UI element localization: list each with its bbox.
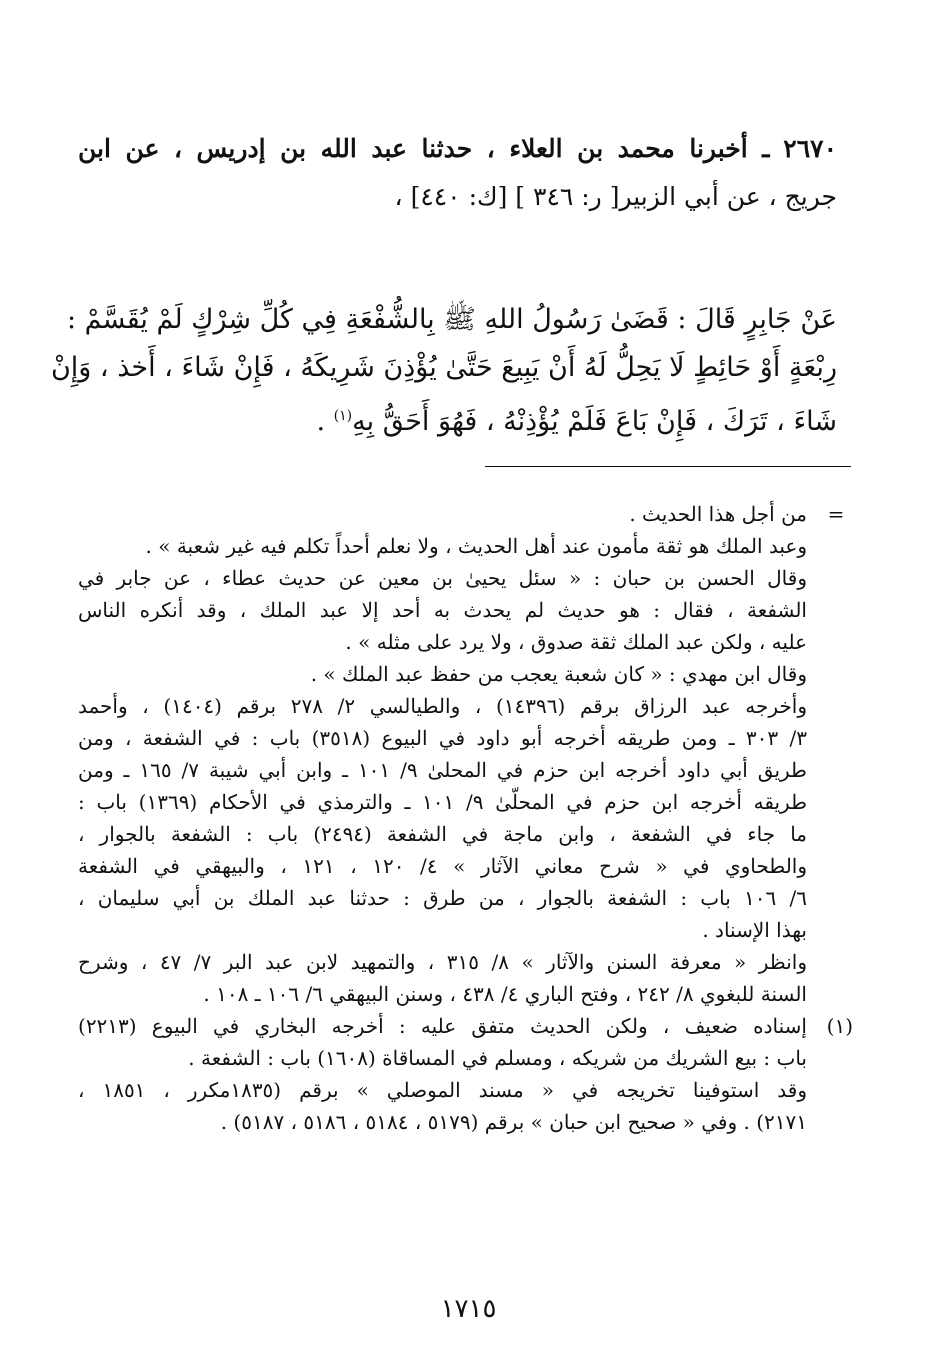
footnote-divider: [485, 466, 851, 467]
footnote-marker: (١): [826, 1014, 853, 1038]
footnote-line: وانظر « معرفة السنن والآثار » ٨/ ٣١٥ ، والتمهيد لابن عبد البر ٧/ ٤٧ ، وشرح: [78, 950, 807, 974]
footnote-line: طريقه أخرجه ابن حزم في المحلّىٰ ٩/ ١٠١ ـ والترمذي في الأحكام (١٣٦٩) باب :: [78, 790, 807, 814]
isnad-text-1: ـ أخبرنا محمد بن العلاء ، حدثنا عبد الله بن إدريس ، عن ابن: [78, 134, 770, 163]
footnote-line: الشفعة ، فقال : هو حديث لم يحدث به أحد إلا عبد الملك ، وقد أنكره الناس: [78, 598, 807, 622]
footnote-line: ٣/ ٣٠٣ ـ ومن طريقه أخرجه أبو داود في البيوع (٣٥١٨) باب : في الشفعة ، ومن: [78, 726, 807, 750]
footnote-line: وعبد الملك هو ثقة مأمون عند أهل الحديث ، ولا نعلم أحداً تكلم فيه غير شعبة » .: [145, 534, 807, 558]
footnote-line: بهذا الإسناد .: [702, 918, 807, 942]
footnote-line: وأخرجه عبد الرزاق برقم (١٤٣٩٦) ، والطيالسي ٢/ ٢٧٨ برقم (١٤٠٤) ، وأحمد: [78, 694, 807, 718]
matn-line-1: عَنْ جَابِرٍ قَالَ : قَضَىٰ رَسُولُ اللهِ ﷺ بِالشُّفْعَةِ فِي كُلِّ شِرْكٍ لَمْ يُقَسَّمْ :: [66, 304, 837, 335]
footnote-line: ما جاء في الشفعة ، وابن ماجة في الشفعة (٢٤٩٤) باب : الشفعة بالجوار ،: [78, 822, 807, 846]
footnote-line: باب : بيع الشريك من شريكه ، ومسلم في المساقاة (١٦٠٨) باب : الشفعة .: [188, 1046, 807, 1070]
footnote-line: [78, 498, 845, 530]
footnote-line: [78, 1010, 853, 1042]
isnad-line-1: [78, 125, 837, 173]
footnotes: [78, 498, 853, 1138]
footnote-line: طريق أبي داود أخرجه ابن حزم في المحلىٰ ٩/ ١٠١ ـ وابن أبي شيبة ٧/ ١٦٥ ـ ومن: [78, 758, 807, 782]
footnote-line: ٦/ ١٠٦ باب : الشفعة بالجوار ، من طرق : حدثنا عبد الملك بن أبي سليمان ،: [78, 886, 807, 910]
matn-line-3: [78, 392, 837, 446]
footnote-line: عليه ، ولكن عبد الملك ثقة صدوق ، ولا يرد على مثله » .: [345, 630, 807, 654]
footnote-line: السنة للبغوي ٨/ ٢٤٢ ، وفتح الباري ٤/ ٤٣٨ ، وسنن البيهقي ٦/ ١٠٦ ـ ١٠٨ .: [203, 982, 807, 1006]
matn-line-2: رِبْعَةٍ أَوْ حَائِطٍ لَا يَحِلُّ لَهُ أَنْ يَبِيعَ حَتَّىٰ يُؤْذِنَ شَرِيكَهُ ، فَإِنْ شَاءَ ، أَخذ ، وَإِنْ: [50, 352, 837, 383]
matn-end: .: [316, 406, 334, 437]
hadith-isnad: [78, 125, 837, 221]
footnote-text: من أجل هذا الحديث .: [629, 502, 807, 526]
footnote-text: إسناده ضعيف ، ولكن الحديث متفق عليه : أخرجه البخاري في البيوع (٢٢١٣): [78, 1014, 807, 1038]
matn-line-3-text: شَاءَ ، تَرَكَ ، فَإِنْ بَاعَ فَلَمْ يُؤْذِنْهُ ، فَهُوَ أَحَقُّ بِهِ: [352, 406, 837, 437]
isnad-line-2: جريج ، عن أبي الزبير[ ر: ٣٤٦ ] [ك: ٤٤٠] ،: [394, 182, 837, 211]
hadith-number: ٢٦٧٠: [783, 134, 837, 163]
footnote-line: والطحاوي في « شرح معاني الآثار » ٤/ ١٢٠ ، ١٢١ ، والبيهقي في الشفعة: [78, 854, 808, 878]
footnote-reference: (١): [333, 408, 353, 424]
continuation-marker: =: [827, 502, 845, 526]
hadith-matn: [50, 296, 837, 446]
footnote-line: وقال الحسن بن حبان : « سئل يحيىٰ بن معين عن حديث عطاء ، عن جابر في: [78, 566, 807, 590]
page-number: ١٧١٥: [440, 1294, 497, 1324]
footnote-line: وقد استوفينا تخريجه في « مسند الموصلي » برقم (١٨٣٥مكرر ، ١٨٥١ ،: [78, 1078, 807, 1102]
footnote-line: وقال ابن مهدي : « كان شعبة يعجب من حفظ عبد الملك » .: [310, 662, 807, 686]
footnote-line: ٢١٧١) . وفي « صحيح ابن حبان » برقم (٥١٧٩ ، ٥١٨٤ ، ٥١٨٦ ، ٥١٨٧) .: [220, 1110, 807, 1134]
